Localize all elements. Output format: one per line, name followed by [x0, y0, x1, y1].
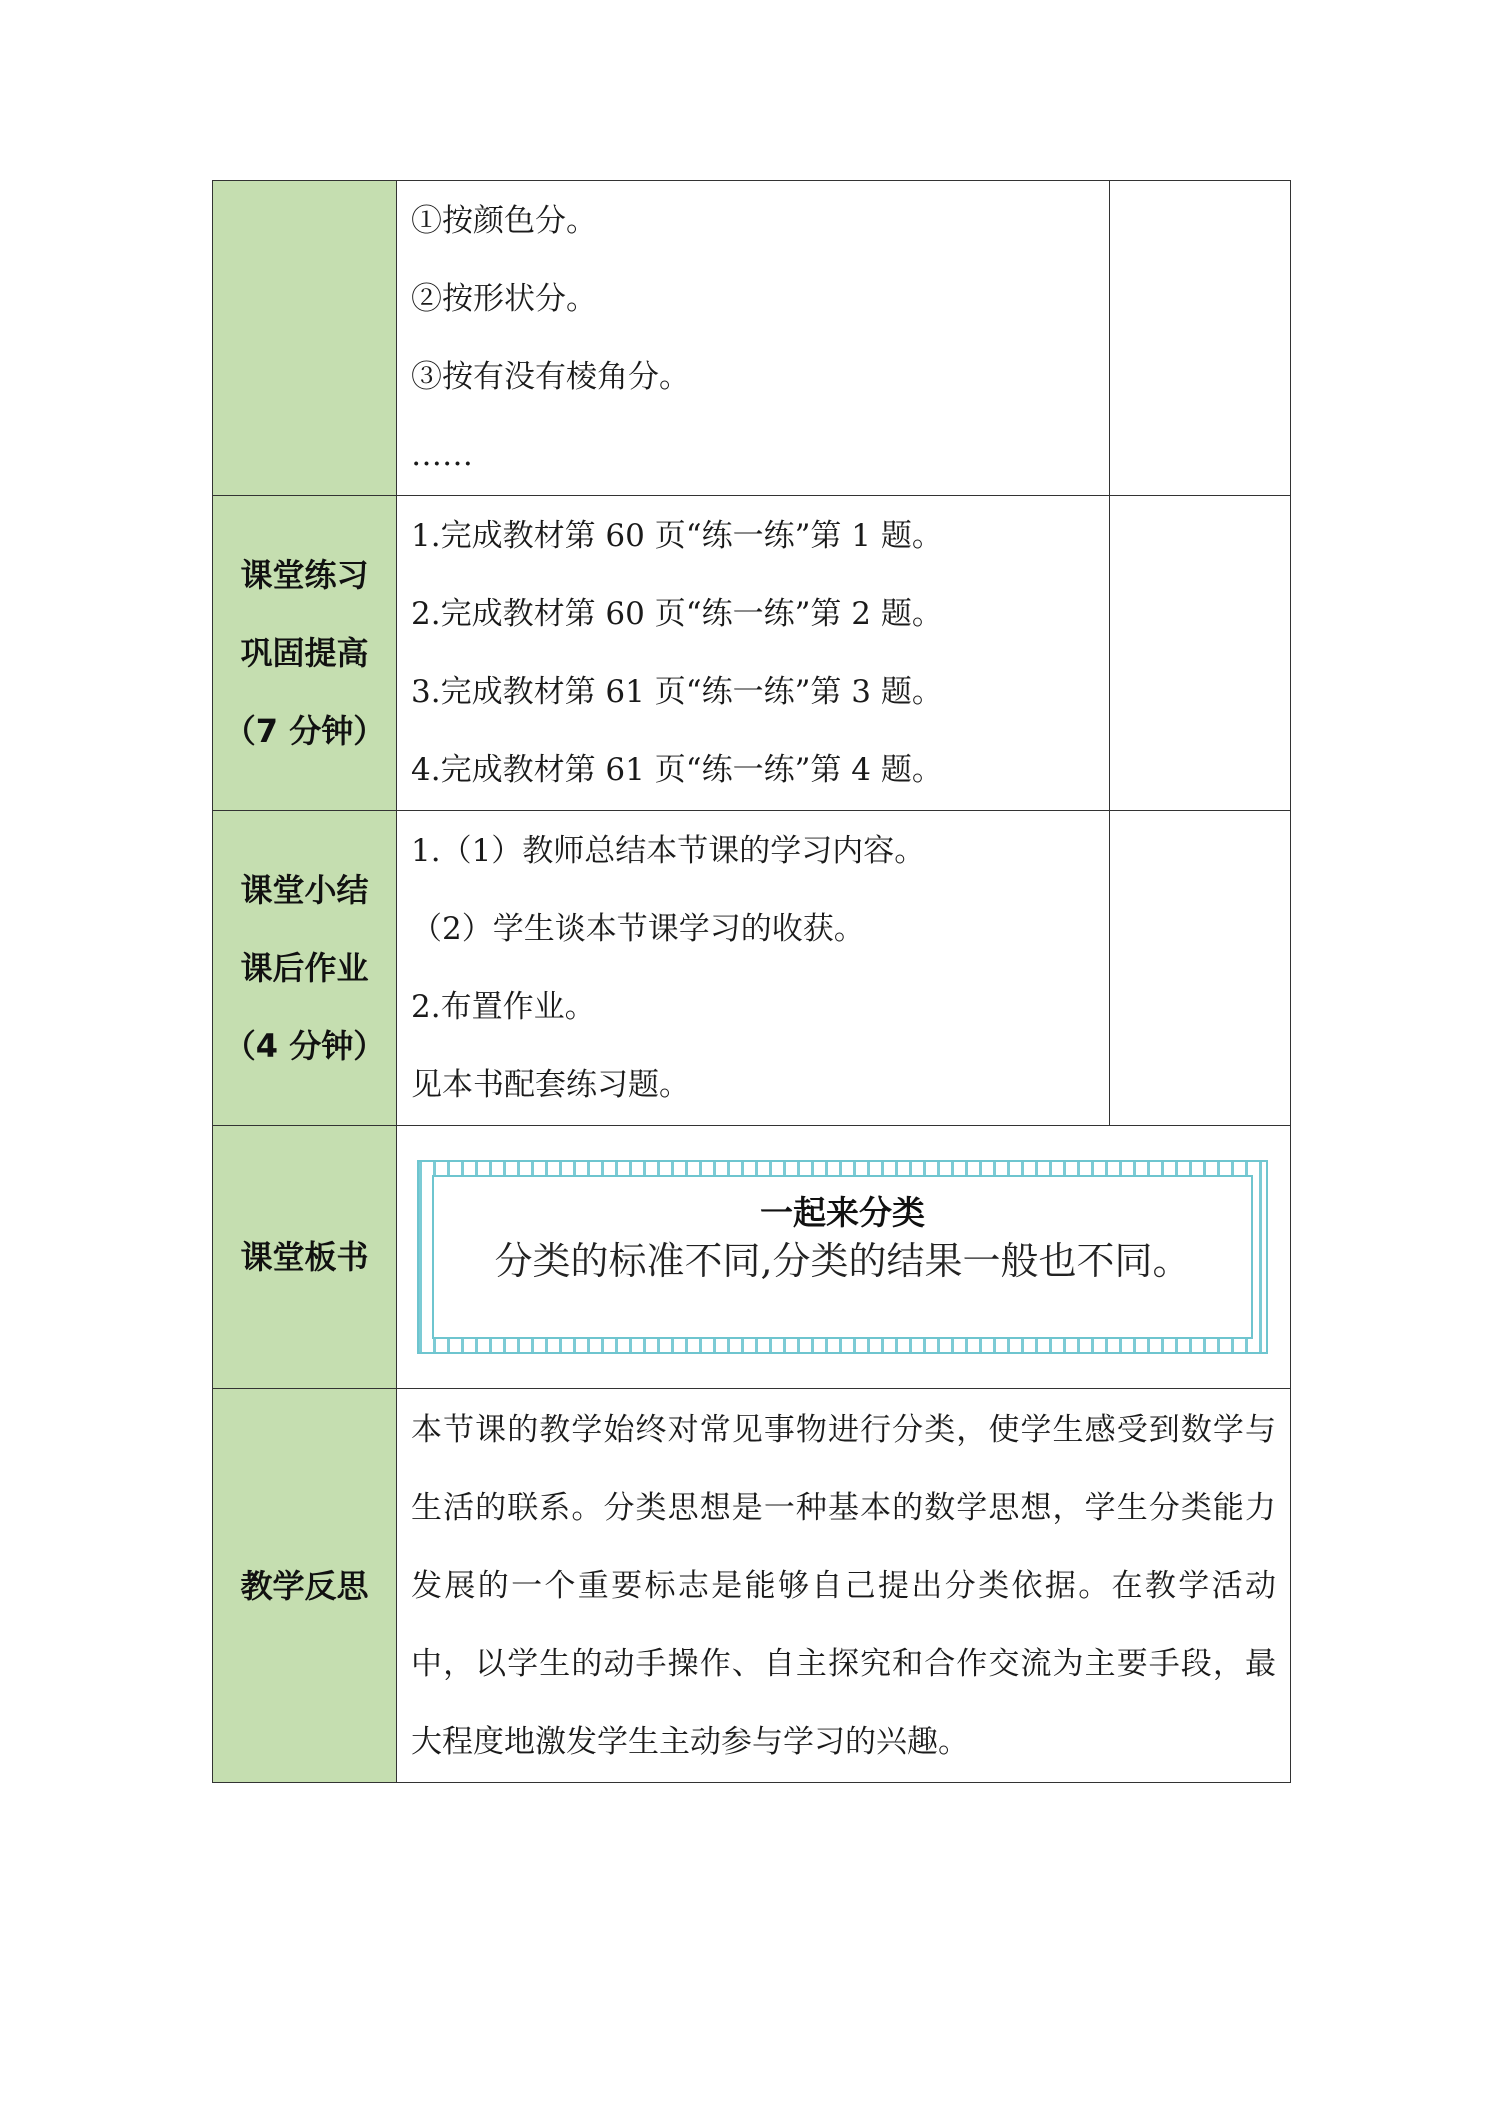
label-line: 课堂小结 [240, 871, 369, 909]
classification-line: ①按颜色分。 [411, 203, 597, 239]
summary-line: 1.（1）教师总结本节课的学习内容。 [411, 833, 926, 869]
label-line: （4 分钟） [223, 1027, 386, 1065]
label-line: 教学反思 [240, 1566, 369, 1605]
board-text: 分类的标准不同,分类的结果一般也不同。 [494, 1239, 1191, 1283]
board-frame [417, 1160, 1268, 1354]
classification-content [397, 181, 1110, 496]
reflection-text: 本节课的教学始终对常见事物进行分类，使学生感受到数学与生活的联系。分类思想是一种基本的数学思想，学生分类能力发展的一个重要标志是能够自己提出分类依据。在教学活动中，以学生的动手操作、自主探究和合作交流为主要手段，最大程度地激发学生主动参与学习的兴趣。 [411, 1411, 1276, 1760]
label-line: 巩固提高 [240, 634, 369, 672]
label-line: 课堂板书 [240, 1238, 369, 1276]
lesson-plan-table [212, 180, 1291, 1783]
practice-label [213, 496, 397, 811]
note-cell [1110, 811, 1291, 1126]
row-label-empty [213, 181, 397, 496]
summary-content [397, 811, 1110, 1126]
reflection-label [213, 1389, 397, 1783]
board-label [213, 1126, 397, 1389]
summary-label [213, 811, 397, 1126]
label-line: 课堂练习 [240, 556, 369, 594]
summary-line: （2）学生谈本节课学习的收获。 [411, 911, 865, 947]
row-reflection [213, 1389, 1291, 1783]
board-inner [432, 1175, 1253, 1339]
practice-line: 2.完成教材第 60 页“练一练”第 2 题。 [411, 596, 943, 632]
label-line: 课后作业 [240, 949, 369, 987]
classification-line: ②按形状分。 [411, 281, 597, 317]
row-board [213, 1126, 1291, 1389]
classification-line: …… [411, 437, 473, 473]
note-cell [1110, 496, 1291, 811]
practice-line: 1.完成教材第 60 页“练一练”第 1 题。 [411, 518, 943, 554]
board-title: 一起来分类 [760, 1193, 925, 1232]
summary-line: 见本书配套练习题。 [411, 1067, 690, 1103]
practice-line: 4.完成教材第 61 页“练一练”第 4 题。 [411, 752, 943, 788]
row-practice [213, 496, 1291, 811]
summary-line: 2.布置作业。 [411, 989, 596, 1025]
row-summary [213, 811, 1291, 1126]
row-classification [213, 181, 1291, 496]
reflection-content [397, 1389, 1291, 1783]
note-cell [1110, 181, 1291, 496]
label-line: （7 分钟） [223, 712, 386, 750]
practice-content [397, 496, 1110, 811]
board-content [397, 1126, 1291, 1389]
classification-line: ③按有没有棱角分。 [411, 359, 690, 395]
practice-line: 3.完成教材第 61 页“练一练”第 3 题。 [411, 674, 943, 710]
